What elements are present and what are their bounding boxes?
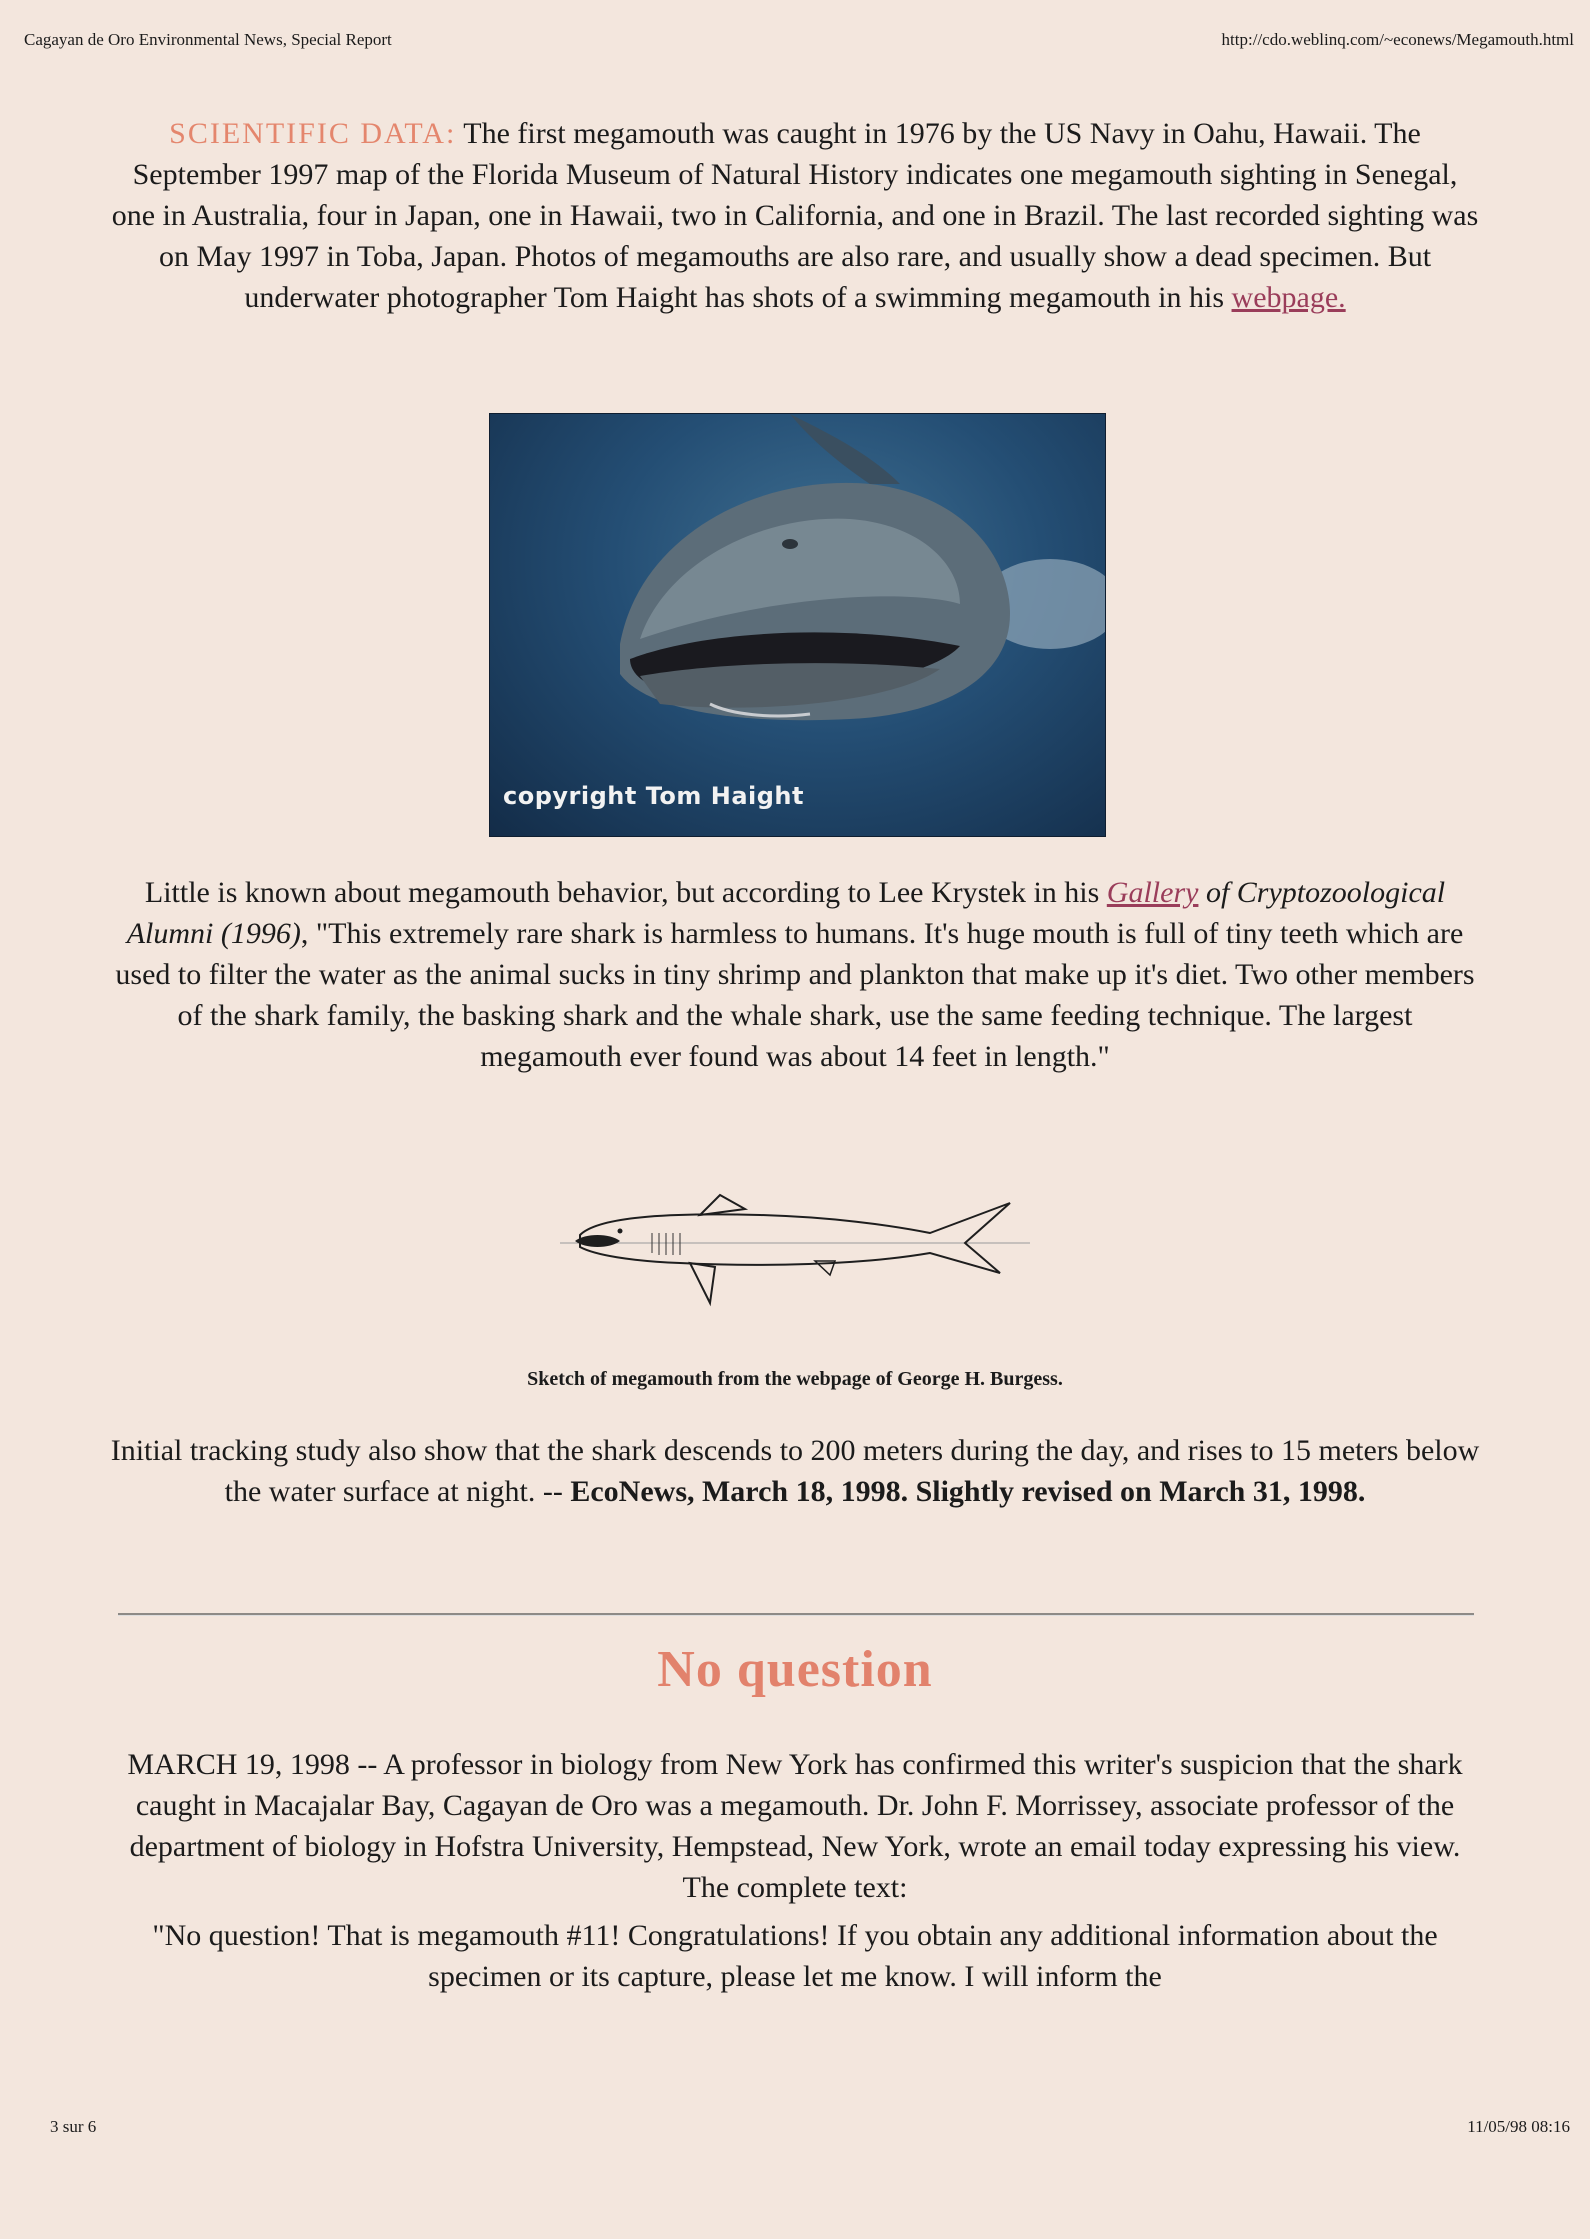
paragraph-behavior	[110, 872, 1480, 1077]
book-title: of Cryptozoological Alumni (1996)	[126, 876, 1446, 950]
print-timestamp: 11/05/98 08:16	[1467, 2117, 1570, 2136]
quote-text: , "This extremely rare shark is harmless to humans. It's huge mouth is full of tiny teeth which are used to filter the water as the animal sucks in tiny shrimp and plankton that make up it's diet. Two other members of the shark family, the basking shark and the whale shark, use the same feeding technique. The largest megamouth ever found was about 14 feet in length."	[115, 917, 1475, 1073]
paragraph-text: Initial tracking study also show that the shark descends to 200 meters during the day, and rises to 15 meters below the water surface at night. --	[110, 1434, 1480, 1508]
sketch-caption: Sketch of megamouth from the webpage of George H. Burgess.	[527, 1368, 1063, 1390]
gallery-link[interactable]: Gallery	[1106, 876, 1199, 909]
page-number: 3 sur 6	[50, 2117, 97, 2136]
paragraph-email-quote: "No question! That is megamouth #11! Congratulations! If you obtain any additional information about the specimen or its capture, please let me know. I will inform the	[152, 1919, 1438, 1993]
paragraph-tracking	[110, 1430, 1480, 1512]
scientific-data-label: SCIENTIFIC DATA:	[169, 117, 457, 150]
paragraph-scientific-data	[110, 113, 1480, 318]
megamouth-photo	[489, 413, 1106, 837]
paragraph-confirmation: MARCH 19, 1998 -- A professor in biology from New York has confirmed this writer's suspicion that the shark caught in Macajalar Bay, Cagayan de Oro was a megamouth. Dr. John F. Morrissey, associate professor of the department of biology in Hofstra University, Hempstead, New York, wrote an email today expressing his view. The complete text:	[127, 1748, 1463, 1904]
paragraph-text: Little is known about megamouth behavior, but according to Lee Krystek in his	[144, 876, 1107, 909]
paragraph-text: The first megamouth was caught in 1976 by the US Navy in Oahu, Hawaii. The September 1997 map of the Florida Museum of Natural History indicates one megamouth sighting in Senegal, one in Australia, four in Japan, one in Hawaii, two in California, and one in Brazil. The last recorded sighting was on May 1997 in Toba, Japan. Photos of megamouths are also rare, and usually show a dead specimen. But underwater photographer Tom Haight has shots of a swimming megamouth in his	[111, 117, 1479, 314]
header-title: Cagayan de Oro Environmental News, Special Report	[24, 30, 392, 49]
section-heading: No question	[657, 1641, 933, 1698]
section-divider	[118, 1613, 1474, 1616]
webpage-link[interactable]: webpage.	[1231, 281, 1346, 314]
byline: EcoNews, March 18, 1998. Slightly revised on March 31, 1998.	[570, 1475, 1366, 1508]
megamouth-sketch	[560, 1175, 1040, 1325]
header-url: http://cdo.weblinq.com/~econews/Megamouth.html	[1221, 30, 1574, 49]
photo-caption: copyright Tom Haight	[503, 782, 804, 810]
